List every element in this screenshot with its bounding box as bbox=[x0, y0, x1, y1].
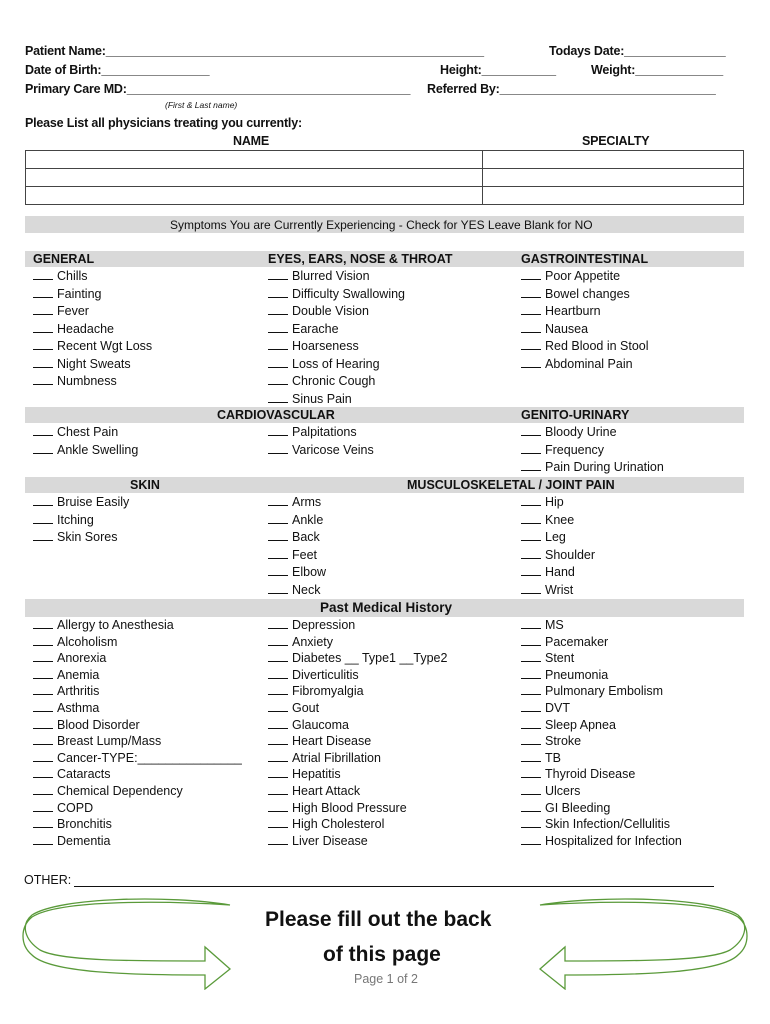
check-blank[interactable] bbox=[521, 287, 541, 298]
checklist-item-label: Neck bbox=[292, 582, 321, 597]
checklist-item-label: TB bbox=[545, 750, 561, 765]
check-blank[interactable] bbox=[33, 513, 53, 524]
check-blank[interactable] bbox=[268, 651, 288, 662]
check-blank[interactable] bbox=[268, 548, 288, 559]
check-blank[interactable] bbox=[521, 269, 541, 280]
checklist-item[interactable] bbox=[268, 801, 407, 815]
height-field[interactable]: Height:___________ bbox=[440, 63, 556, 77]
cardio-title: CARDIOVASCULAR bbox=[217, 408, 335, 422]
physician-name-cell[interactable] bbox=[26, 187, 483, 205]
check-blank[interactable] bbox=[33, 304, 53, 315]
check-blank[interactable] bbox=[33, 651, 53, 662]
checklist-item[interactable] bbox=[268, 668, 359, 682]
checklist-item-label: Pulmonary Embolism bbox=[545, 684, 664, 699]
check-blank[interactable] bbox=[268, 767, 288, 778]
checklist-item-label: Headache bbox=[57, 321, 114, 336]
check-blank[interactable] bbox=[33, 817, 53, 828]
checklist-item[interactable] bbox=[33, 668, 99, 682]
checklist-item-label: Blurred Vision bbox=[292, 269, 370, 283]
check-blank[interactable] bbox=[268, 339, 288, 350]
history-title: Past Medical History bbox=[320, 600, 453, 615]
checklist-item-label: Alcoholism bbox=[57, 634, 118, 649]
checklist-item-label: Dementia bbox=[57, 833, 111, 848]
checklist-item-label: High Blood Pressure bbox=[292, 800, 407, 815]
checklist-item[interactable] bbox=[268, 817, 384, 831]
check-blank[interactable] bbox=[33, 684, 53, 695]
checklist-item[interactable] bbox=[33, 425, 118, 439]
checklist-item-label: Abdominal Pain bbox=[545, 356, 633, 371]
checklist-item[interactable] bbox=[521, 651, 574, 665]
checklist-item[interactable] bbox=[521, 513, 574, 527]
physician-specialty-cell[interactable] bbox=[483, 187, 744, 205]
checklist-item[interactable] bbox=[521, 618, 564, 632]
check-blank[interactable] bbox=[521, 668, 541, 679]
checklist-item-label: Earache bbox=[292, 321, 339, 336]
checklist-item-label: Hoarseness bbox=[292, 339, 359, 353]
checklist-item-label: Diabetes __ Type1 __Type2 bbox=[292, 651, 448, 666]
checklist-item[interactable] bbox=[268, 784, 360, 798]
check-blank[interactable] bbox=[268, 425, 288, 436]
check-blank[interactable] bbox=[268, 269, 288, 280]
gu-title: GENITO-URINARY bbox=[521, 408, 630, 422]
checklist-item-label: Itching bbox=[57, 512, 94, 527]
checklist-item[interactable] bbox=[33, 734, 161, 748]
checklist-item-label: Hip bbox=[545, 495, 564, 509]
other-label: OTHER: bbox=[24, 873, 72, 887]
checklist-item[interactable] bbox=[33, 304, 89, 318]
checklist-item[interactable] bbox=[268, 304, 369, 318]
checklist-item[interactable] bbox=[268, 701, 319, 715]
check-blank[interactable] bbox=[33, 718, 53, 729]
checklist-item[interactable] bbox=[268, 751, 381, 765]
check-blank[interactable] bbox=[33, 668, 53, 679]
checklist-item[interactable] bbox=[521, 548, 595, 562]
checklist-item-label: Blood Disorder bbox=[57, 717, 140, 732]
right-curved-arrow-icon bbox=[535, 895, 750, 990]
footer-line-2: of this page bbox=[323, 943, 441, 966]
checklist-item-label: Depression bbox=[292, 618, 356, 632]
checklist-item[interactable] bbox=[521, 322, 588, 336]
check-blank[interactable] bbox=[268, 784, 288, 795]
page-number: Page 1 of 2 bbox=[354, 972, 418, 986]
checklist-item-label: GI Bleeding bbox=[545, 800, 611, 815]
general-title: GENERAL bbox=[33, 252, 95, 266]
checklist-item[interactable] bbox=[268, 269, 370, 283]
checklist-item[interactable] bbox=[268, 357, 380, 371]
table-row bbox=[26, 151, 744, 169]
checklist-item-label: Asthma bbox=[57, 701, 100, 715]
checklist-item[interactable] bbox=[521, 751, 561, 765]
checklist-item-label: High Cholesterol bbox=[292, 817, 385, 832]
checklist-item-label: Pain During Urination bbox=[545, 460, 664, 474]
checklist-item[interactable] bbox=[33, 635, 117, 649]
checklist-item[interactable] bbox=[268, 718, 349, 732]
checklist-item-label: Sleep Apnea bbox=[545, 717, 616, 732]
checklist-item-label: Night Sweats bbox=[57, 356, 131, 371]
checklist-item[interactable] bbox=[33, 751, 242, 765]
checklist-item-label: Diverticulitis bbox=[292, 667, 359, 682]
checklist-item[interactable] bbox=[268, 513, 323, 527]
check-blank[interactable] bbox=[268, 817, 288, 828]
checklist-item[interactable] bbox=[268, 425, 357, 439]
checklist-item-label: Chemical Dependency bbox=[57, 784, 183, 798]
checklist-item[interactable] bbox=[33, 287, 101, 301]
checklist-item[interactable] bbox=[33, 495, 129, 509]
specialty-column-header: SPECIALTY bbox=[582, 134, 650, 148]
checklist-item-label: Double Vision bbox=[292, 304, 369, 318]
checklist-item[interactable] bbox=[268, 651, 447, 665]
check-blank[interactable] bbox=[521, 834, 541, 845]
checklist-item-label: Hepatitis bbox=[292, 767, 341, 782]
table-row bbox=[26, 187, 744, 205]
check-blank[interactable] bbox=[268, 530, 288, 541]
physician-name-cell[interactable] bbox=[26, 169, 483, 187]
checklist-item-label: Poor Appetite bbox=[545, 269, 621, 283]
symptoms-banner-text: Symptoms You are Currently Experiencing - Check for YES Leave Blank for NO bbox=[170, 218, 593, 232]
check-blank[interactable] bbox=[33, 834, 53, 845]
checklist-item[interactable] bbox=[33, 618, 174, 632]
checklist-item[interactable] bbox=[33, 718, 140, 732]
checklist-item[interactable] bbox=[268, 322, 339, 336]
checklist-item[interactable] bbox=[521, 565, 575, 579]
checklist-item[interactable] bbox=[521, 767, 635, 781]
check-blank[interactable] bbox=[33, 751, 53, 762]
checklist-item[interactable] bbox=[33, 530, 117, 544]
checklist-item-label: Skin Sores bbox=[57, 530, 118, 544]
checklist-item-label: Hand bbox=[545, 565, 575, 579]
check-blank[interactable] bbox=[268, 322, 288, 333]
check-blank[interactable] bbox=[268, 801, 288, 812]
checklist-item[interactable] bbox=[521, 425, 617, 439]
check-blank[interactable] bbox=[33, 635, 53, 646]
check-blank[interactable] bbox=[521, 565, 541, 576]
checklist-item[interactable] bbox=[521, 530, 566, 544]
checklist-item[interactable] bbox=[33, 834, 111, 848]
check-blank[interactable] bbox=[268, 374, 288, 385]
checklist-item-label: COPD bbox=[57, 800, 94, 815]
name-column-header: NAME bbox=[233, 134, 270, 148]
checklist-item[interactable] bbox=[33, 767, 111, 781]
checklist-item-label: Frequency bbox=[545, 442, 605, 457]
checklist-item-label: Glaucoma bbox=[292, 717, 349, 732]
checklist-item[interactable] bbox=[268, 767, 341, 781]
checklist-item[interactable] bbox=[521, 357, 633, 371]
checklist-item-label: Hospitalized for Infection bbox=[545, 833, 682, 848]
skin-title: SKIN bbox=[130, 478, 160, 492]
checklist-item[interactable] bbox=[521, 443, 604, 457]
checklist-item[interactable] bbox=[268, 443, 374, 457]
checklist-item-label: DVT bbox=[545, 701, 570, 715]
checklist-item-label: Fever bbox=[57, 304, 89, 318]
checklist-item[interactable] bbox=[268, 635, 333, 649]
check-blank[interactable] bbox=[268, 684, 288, 695]
table-row bbox=[26, 169, 744, 187]
checklist-item[interactable] bbox=[268, 583, 320, 597]
checklist-item-label: Nausea bbox=[545, 321, 589, 336]
checklist-item[interactable] bbox=[521, 668, 608, 682]
physician-name-cell[interactable] bbox=[26, 151, 483, 169]
checklist-item[interactable] bbox=[33, 513, 94, 527]
checklist-item[interactable] bbox=[521, 701, 570, 715]
checklist-item-label: Numbness bbox=[57, 374, 117, 388]
check-blank[interactable] bbox=[33, 701, 53, 712]
checklist-item[interactable] bbox=[521, 339, 649, 353]
checklist-item-label: Ankle bbox=[292, 512, 324, 527]
check-blank[interactable] bbox=[268, 513, 288, 524]
physicians-prompt: Please List all physicians treating you currently: bbox=[25, 116, 302, 130]
checklist-item-label: Knee bbox=[545, 512, 575, 527]
checklist-item-label: Breast Lump/Mass bbox=[57, 734, 162, 749]
other-input-line[interactable] bbox=[74, 886, 714, 887]
checklist-item[interactable] bbox=[33, 701, 99, 715]
checklist-item-label: Red Blood in Stool bbox=[545, 339, 649, 353]
check-blank[interactable] bbox=[33, 425, 53, 436]
checklist-item[interactable] bbox=[268, 834, 368, 848]
check-blank[interactable] bbox=[33, 374, 53, 385]
checklist-item-label: Back bbox=[292, 530, 320, 544]
checklist-item-label: Bloody Urine bbox=[545, 425, 617, 439]
check-blank[interactable] bbox=[521, 784, 541, 795]
checklist-item-label: Anxiety bbox=[292, 634, 333, 649]
check-blank[interactable] bbox=[521, 530, 541, 541]
check-blank[interactable] bbox=[521, 651, 541, 662]
check-blank[interactable] bbox=[521, 513, 541, 524]
check-blank[interactable] bbox=[521, 718, 541, 729]
name-hint: (First & Last name) bbox=[165, 100, 238, 110]
weight-field[interactable]: Weight:_____________ bbox=[591, 63, 723, 77]
checklist-item-label: Chronic Cough bbox=[292, 374, 376, 388]
checklist-item-label: Wrist bbox=[545, 582, 574, 597]
symptoms-banner bbox=[25, 216, 744, 233]
checklist-item-label: Loss of Hearing bbox=[292, 356, 380, 371]
check-blank[interactable] bbox=[521, 495, 541, 506]
check-blank[interactable] bbox=[268, 357, 288, 368]
checklist-item-label: Thyroid Disease bbox=[545, 767, 636, 782]
checklist-item[interactable] bbox=[521, 495, 564, 509]
checklist-item-label: Heart Disease bbox=[292, 734, 372, 749]
patient-name-field[interactable]: Patient Name:________________________________________________________ bbox=[25, 44, 484, 58]
check-blank[interactable] bbox=[268, 751, 288, 762]
check-blank[interactable] bbox=[521, 635, 541, 646]
checklist-item[interactable] bbox=[521, 304, 601, 318]
musculo-title: MUSCULOSKELETAL / JOINT PAIN bbox=[407, 478, 615, 492]
checklist-item[interactable] bbox=[33, 684, 99, 698]
checklist-item[interactable] bbox=[33, 817, 112, 831]
checklist-item[interactable] bbox=[268, 548, 317, 562]
checklist-item-label: Chest Pain bbox=[57, 425, 119, 439]
checklist-item[interactable] bbox=[521, 734, 581, 748]
check-blank[interactable] bbox=[521, 684, 541, 695]
check-blank[interactable] bbox=[268, 834, 288, 845]
checklist-item[interactable] bbox=[33, 322, 114, 336]
check-blank[interactable] bbox=[521, 460, 541, 471]
check-blank[interactable] bbox=[268, 668, 288, 679]
check-blank[interactable] bbox=[33, 767, 53, 778]
checklist-item-label: Ulcers bbox=[545, 784, 581, 798]
checklist-item[interactable] bbox=[521, 269, 620, 283]
check-blank[interactable] bbox=[268, 495, 288, 506]
checklist-item[interactable] bbox=[268, 565, 326, 579]
checklist-item-label: Fibromyalgia bbox=[292, 684, 364, 699]
check-blank[interactable] bbox=[521, 618, 541, 629]
check-blank[interactable] bbox=[33, 269, 53, 280]
section-band-cardio bbox=[25, 407, 744, 423]
check-blank[interactable] bbox=[521, 801, 541, 812]
physician-specialty-cell[interactable] bbox=[483, 169, 744, 187]
check-blank[interactable] bbox=[521, 357, 541, 368]
checklist-item-label: Palpitations bbox=[292, 425, 357, 439]
checklist-item-label: Stent bbox=[545, 651, 575, 666]
check-blank[interactable] bbox=[268, 618, 288, 629]
checklist-item[interactable] bbox=[33, 269, 88, 283]
checklist-item-label: Leg bbox=[545, 530, 566, 544]
checklist-item[interactable] bbox=[521, 287, 630, 301]
check-blank[interactable] bbox=[521, 734, 541, 745]
check-blank[interactable] bbox=[33, 734, 53, 745]
checklist-item[interactable] bbox=[33, 443, 138, 457]
check-blank[interactable] bbox=[521, 425, 541, 436]
check-blank[interactable] bbox=[521, 443, 541, 454]
check-blank[interactable] bbox=[521, 322, 541, 333]
checklist-item[interactable] bbox=[33, 339, 152, 353]
dob-field[interactable]: Date of Birth:________________ bbox=[25, 63, 210, 77]
check-blank[interactable] bbox=[521, 583, 541, 594]
checklist-item-label: Bruise Easily bbox=[57, 495, 130, 509]
checklist-item-label: Heart Attack bbox=[292, 784, 361, 798]
check-blank[interactable] bbox=[33, 495, 53, 506]
checklist-item[interactable] bbox=[521, 784, 580, 798]
check-blank[interactable] bbox=[268, 304, 288, 315]
checklist-item-label: Fainting bbox=[57, 286, 102, 301]
checklist-item-label: Arthritis bbox=[57, 684, 100, 699]
check-blank[interactable] bbox=[268, 392, 288, 403]
referred-by-field[interactable]: Referred By:________________________________ bbox=[427, 82, 716, 96]
eent-title: EYES, EARS, NOSE & THROAT bbox=[268, 252, 453, 266]
checklist-item[interactable] bbox=[521, 801, 610, 815]
check-blank[interactable] bbox=[521, 701, 541, 712]
check-blank[interactable] bbox=[33, 784, 53, 795]
checklist-item-label: Varicose Veins bbox=[292, 442, 374, 457]
checklist-item[interactable] bbox=[268, 684, 364, 698]
gi-title: GASTROINTESTINAL bbox=[521, 252, 649, 266]
checklist-item-label: Difficulty Swallowing bbox=[292, 286, 406, 301]
checklist-item[interactable] bbox=[521, 635, 608, 649]
checklist-item-label: Chills bbox=[57, 269, 88, 283]
checklist-item-label: Bronchitis bbox=[57, 817, 112, 832]
checklist-item[interactable] bbox=[268, 530, 320, 544]
checklist-item-label: Liver Disease bbox=[292, 833, 368, 848]
todays-date-field[interactable]: Todays Date:_______________ bbox=[549, 44, 726, 58]
check-blank[interactable] bbox=[33, 530, 53, 541]
checklist-item-label: Cataracts bbox=[57, 767, 111, 782]
checklist-item[interactable] bbox=[521, 834, 682, 848]
checklist-item[interactable] bbox=[268, 374, 375, 388]
checklist-item-label: Recent Wgt Loss bbox=[57, 339, 153, 353]
check-blank[interactable] bbox=[521, 304, 541, 315]
checklist-item[interactable] bbox=[521, 583, 573, 597]
check-blank[interactable] bbox=[33, 322, 53, 333]
primary-care-field[interactable]: Primary Care MD:__________________________________________ bbox=[25, 82, 411, 96]
checklist-item-label: Heartburn bbox=[545, 304, 601, 318]
checklist-item[interactable] bbox=[33, 651, 106, 665]
physicians-table bbox=[25, 150, 744, 205]
check-blank[interactable] bbox=[521, 751, 541, 762]
checklist-item-label: Ankle Swelling bbox=[57, 442, 139, 457]
check-blank[interactable] bbox=[521, 767, 541, 778]
checklist-item-label: Pacemaker bbox=[545, 634, 609, 649]
checklist-item-label: Atrial Fibrillation bbox=[292, 750, 381, 765]
check-blank[interactable] bbox=[268, 734, 288, 745]
check-blank[interactable] bbox=[268, 287, 288, 298]
checklist-item-label: Pneumonia bbox=[545, 667, 609, 682]
check-blank[interactable] bbox=[33, 801, 53, 812]
checklist-item[interactable] bbox=[33, 801, 93, 815]
check-blank[interactable] bbox=[33, 339, 53, 350]
checklist-item-label: Allergy to Anesthesia bbox=[57, 618, 174, 632]
check-blank[interactable] bbox=[268, 443, 288, 454]
left-curved-arrow-icon bbox=[20, 895, 235, 990]
checklist-item-label: Skin Infection/Cellulitis bbox=[545, 817, 671, 832]
checklist-item-label: Gout bbox=[292, 701, 320, 715]
checklist-item[interactable] bbox=[268, 618, 355, 632]
check-blank[interactable] bbox=[521, 339, 541, 350]
check-blank[interactable] bbox=[268, 565, 288, 576]
checklist-item[interactable] bbox=[521, 460, 664, 474]
checklist-item[interactable] bbox=[521, 718, 616, 732]
physician-specialty-cell[interactable] bbox=[483, 151, 744, 169]
checklist-item[interactable] bbox=[33, 374, 117, 388]
checklist-item-label: Bowel changes bbox=[545, 286, 630, 301]
checklist-item-label: Feet bbox=[292, 547, 318, 562]
check-blank[interactable] bbox=[268, 635, 288, 646]
check-blank[interactable] bbox=[33, 443, 53, 454]
checklist-item-label: Elbow bbox=[292, 565, 327, 579]
checklist-item-label: MS bbox=[545, 618, 564, 632]
checklist-item-label: Anemia bbox=[57, 667, 100, 682]
checklist-item-label: Sinus Pain bbox=[292, 391, 352, 406]
checklist-item[interactable] bbox=[268, 339, 359, 353]
checklist-item-label: Anorexia bbox=[57, 651, 107, 666]
checklist-item-label: Arms bbox=[292, 495, 322, 509]
check-blank[interactable] bbox=[521, 548, 541, 559]
checklist-item-label: Shoulder bbox=[545, 547, 596, 562]
checklist-item[interactable] bbox=[521, 684, 663, 698]
checklist-item[interactable] bbox=[521, 817, 670, 831]
check-blank[interactable] bbox=[268, 701, 288, 712]
footer-line-1: Please fill out the back bbox=[265, 908, 492, 931]
checklist-item[interactable] bbox=[268, 287, 405, 301]
check-blank[interactable] bbox=[268, 583, 288, 594]
checklist-item[interactable] bbox=[268, 392, 352, 406]
check-blank[interactable] bbox=[521, 817, 541, 828]
checklist-item-label: Stroke bbox=[545, 734, 582, 749]
check-blank[interactable] bbox=[33, 287, 53, 298]
checklist-item[interactable] bbox=[268, 495, 321, 509]
check-blank[interactable] bbox=[33, 357, 53, 368]
check-blank[interactable] bbox=[33, 618, 53, 629]
checklist-item-label: Cancer-TYPE:_______________ bbox=[57, 750, 242, 765]
check-blank[interactable] bbox=[268, 718, 288, 729]
checklist-item[interactable] bbox=[33, 784, 183, 798]
checklist-item[interactable] bbox=[33, 357, 131, 371]
checklist-item[interactable] bbox=[268, 734, 371, 748]
